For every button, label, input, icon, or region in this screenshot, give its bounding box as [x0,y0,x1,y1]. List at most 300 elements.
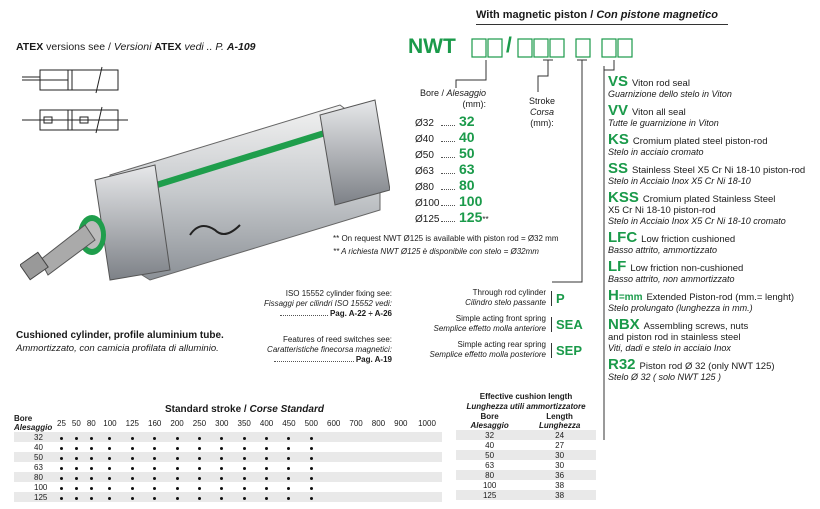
stroke-dot [75,477,78,480]
stroke-cell [345,492,367,502]
option-en: Cromium plated Stainless Steel [642,194,776,205]
stroke-cell [69,442,84,452]
bore-row-leader [441,125,455,126]
stroke-cell [300,492,322,502]
option-row [608,102,818,129]
stroke-header-cell: 600 [327,418,341,428]
stroke-cell [323,462,345,472]
stroke-cell [412,492,442,502]
cushion-header-len [523,412,596,430]
stroke-header-cell: 1000 [418,418,436,428]
option-line [608,131,818,148]
cushion-header-bore [456,412,523,430]
bore-row-value: 125 [459,209,483,225]
stroke-dot [265,487,268,490]
stroke-cell [278,452,300,462]
option-row [608,73,818,100]
atex-versioni: Versioni [113,41,155,53]
stroke-dot [75,467,78,470]
type-it: Semplice effetto molla posteriore [429,350,546,359]
bore-row-value: 32 [459,113,475,129]
bore-row-label: Ø100 [415,198,440,209]
stroke-header-cell: 300 [215,418,229,428]
stroke-cell [54,482,69,492]
stroke-cell [99,492,121,502]
option-line [608,229,818,246]
stroke-dot [198,477,201,480]
stroke-cell [367,442,389,452]
stroke-dot [131,467,134,470]
stroke-row [14,472,442,482]
stroke-cell [99,442,121,452]
cushion-row [456,480,596,490]
stroke-cell [233,462,255,472]
option-it: Stelo in Acciaio Inox X5 Cr Ni 18-10 [608,176,751,186]
stroke-cell [367,492,389,502]
stroke-dot [265,437,268,440]
stroke-row [14,462,442,472]
option-en: Low friction non-cushioned [630,263,744,274]
stroke-cell [188,432,210,442]
stroke-dot [60,457,63,460]
stroke-cell [121,482,143,492]
option-en: Assembling screws, nuts [643,321,749,332]
stroke-header-cell: 50 [71,418,81,428]
stroke-cell [412,432,442,442]
bore-title: Bore / Alesaggio (mm): [406,88,486,110]
stroke-dot [243,487,246,490]
stroke-dot [131,437,134,440]
option-code: H [608,287,619,304]
option-row [608,131,818,158]
magnetic-it: Con pistone magnetico [596,9,718,21]
stroke-cell [345,452,367,462]
stroke-dot [108,487,111,490]
bore-list [415,113,495,225]
stroke-dot [310,457,313,460]
option-row [608,160,818,187]
stroke-dot [153,467,156,470]
desc-it: Ammortizzato, con camicia profilata di alluminio. [16,343,219,354]
cushion-bore: 100 [482,480,497,490]
option-code: VV [608,102,629,119]
bore-row-suffix: ** [482,215,489,224]
bore-row [415,113,495,129]
stroke-cell [211,432,233,442]
cushion-len: 24 [523,430,596,440]
stroke-header-row [14,414,442,432]
note-en: ** On request NWT Ø125 is available with piston rod = Ø32 mm [333,234,559,243]
option-it: Viti, dadi e stelo in acciaio Inox [608,343,731,353]
stroke-cell [144,482,166,492]
option-code: LFC [608,229,638,246]
option-row [608,356,818,383]
option-row [608,287,818,314]
stroke-dot [131,447,134,450]
option-row [608,189,818,227]
stroke-dot [198,447,201,450]
option-line [608,287,818,304]
stroke-dot [220,467,223,470]
bore-row [415,161,495,177]
stroke-cell [166,472,188,482]
stroke-dot [75,457,78,460]
stroke-cell [188,462,210,472]
bore-row-leader [441,189,455,190]
option-row [608,316,818,354]
stroke-dot [220,487,223,490]
stroke-dot [310,477,313,480]
stroke-cell [144,432,166,442]
stroke-label-unit: (mm): [530,118,554,128]
stroke-dot [176,497,179,500]
stroke-cell [300,452,322,462]
stroke-cell [345,472,367,482]
option-line [608,356,818,373]
type-en: Through rod cylinder [472,288,546,297]
stroke-cell [300,442,322,452]
reed-block [230,335,392,365]
type-row [405,337,590,363]
stroke-cell [323,432,345,442]
reed-page: Pag. A-19 [355,355,392,364]
stroke-dot [176,477,179,480]
stroke-cell [323,492,345,502]
option-en: Viton all seal [632,107,686,118]
stroke-row [14,432,442,442]
cushion-row [456,440,596,450]
stroke-cell [166,432,188,442]
cushion-bore: 40 [485,440,495,450]
bore-row [415,129,495,145]
bore-row-leader [441,157,455,158]
stroke-dot [75,437,78,440]
stroke-row [14,482,442,492]
stroke-dot [220,497,223,500]
stroke-cell [278,472,300,482]
stroke-header-cell: 200 [170,418,184,428]
stroke-cell [255,492,277,502]
stroke-cell [300,472,322,482]
note-it: ** A richiesta NWT Ø125 è disponibile con stelo = Ø32mm [333,247,539,256]
stroke-cell [412,472,442,482]
option-code: KS [608,131,629,148]
stroke-dot [287,467,290,470]
stroke-cell [54,462,69,472]
stroke-cell [121,462,143,472]
option-line [608,316,818,333]
stroke-cell [345,462,367,472]
stroke-cell [144,452,166,462]
stroke-dot [75,497,78,500]
stroke-dot [310,437,313,440]
stroke-header-cell: 80 [86,418,96,428]
stroke-cell [166,482,188,492]
stroke-row-bore: 40 [34,442,43,452]
stroke-header-cell: 350 [237,418,251,428]
stroke-dot [176,457,179,460]
stroke-dot [243,477,246,480]
cushion-row [456,430,596,440]
cushion-row [456,490,596,500]
atex-word: ATEX [16,41,44,53]
reed-it: Caratteristiche finecorsa magnetici: [267,345,392,354]
option-en: Extended Piston-rod (mm.= lenght) [646,292,795,303]
stroke-cell [144,442,166,452]
stroke-cell [99,472,121,482]
option-code: LF [608,258,627,275]
stroke-row-bore: 125 [14,492,54,502]
stroke-dot [108,447,111,450]
stroke-cell [121,492,143,502]
stroke-title-en: Standard stroke [165,404,242,415]
bore-title-en: Bore [419,88,439,98]
option-code: R32 [608,356,636,373]
stroke-cell [367,472,389,482]
option-en: Piston rod Ø 32 (only NWT 125) [639,361,775,372]
stroke-cell [390,482,412,492]
stroke-cell [390,452,412,462]
option-line [608,73,818,90]
type-code: SEA [551,317,590,332]
code-prefix: NWT [408,35,456,58]
stroke-cell [412,482,442,492]
stroke-cell [188,472,210,482]
cushion-header-row [456,412,596,430]
stroke-dot [60,467,63,470]
stroke-label-it: Corsa [529,107,554,117]
stroke-cell [166,452,188,462]
option-it: Stelo in acciaio cromato [608,147,704,157]
stroke-cell [54,442,69,452]
stroke-cell [121,442,143,452]
stroke-cell [323,442,345,452]
cushion-bore: 32 [456,430,523,440]
cushion-bore: 63 [485,460,495,470]
cushion-title-it: Lunghezza utili ammortizzatore [466,402,586,411]
stroke-title-sep: / [241,404,250,415]
bore-row-value: 80 [459,177,475,193]
stroke-cell [121,472,143,482]
cushion-title [456,392,596,412]
stroke-row-bore: 80 [14,472,54,482]
option-en: Stainless Steel X5 Cr Ni 18-10 piston-rod [632,165,806,176]
stroke-cell [69,472,84,482]
option-it: Stelo Ø 32 ( solo NWT 125 ) [608,372,722,382]
cushion-bore: 50 [456,450,523,460]
stroke-header-cell: 450 [282,418,296,428]
stroke-dot [287,477,290,480]
stroke-dot [220,447,223,450]
bore-row-leader [441,173,455,174]
stroke-dot [287,447,290,450]
stroke-dot [310,447,313,450]
atex-versions: versions see / [43,41,114,53]
stroke-cell [188,442,210,452]
atex-page: A-109 [226,41,256,53]
stroke-dot [265,467,268,470]
stroke-dot [108,437,111,440]
stroke-dot [108,477,111,480]
stroke-cell [345,482,367,492]
option-line [608,160,818,177]
stroke-cell [99,462,121,472]
stroke-dot [243,437,246,440]
stroke-dot [310,487,313,490]
stroke-cell [390,472,412,482]
stroke-dot [243,467,246,470]
stroke-cell [323,472,345,482]
stroke-row [14,492,442,502]
stroke-header-cell: 160 [148,418,162,428]
stroke-cell [69,452,84,462]
stroke-dot [198,487,201,490]
stroke-cell [278,442,300,452]
stroke-header-cell: 125 [125,418,139,428]
stroke-cell [99,452,121,462]
stroke-cell [166,462,188,472]
type-text [430,340,547,360]
stroke-dot [243,457,246,460]
stroke-header-cell: 100 [103,418,117,428]
type-code: SEP [551,343,590,358]
stroke-dot [198,467,201,470]
option-list [608,73,818,388]
stroke-cell [211,452,233,462]
stroke-cell [255,442,277,452]
stroke-cell [255,462,277,472]
type-code: P [551,291,590,306]
atex-word-it: ATEX [154,41,182,53]
stroke-cell [255,432,277,442]
stroke-cell [144,492,166,502]
stroke-header-cell: 250 [192,418,207,428]
stroke-row-bore: 32 [14,432,54,442]
fixing-en: ISO 15552 cylinder fixing see: [285,289,392,298]
type-it: Semplice effetto molla anteriore [433,324,546,333]
stroke-dot [153,457,156,460]
stroke-cell [345,432,367,442]
cushion-row [456,460,596,470]
desc-en: Cushioned cylinder, profile aluminium tube. [16,330,224,341]
option-line [608,102,818,119]
stroke-cell [166,492,188,502]
stroke-cell [69,482,84,492]
bore-row [415,209,495,225]
stroke-row [14,442,442,452]
stroke-title-it: Corse Standard [249,404,324,415]
bore-row-value: 50 [459,145,475,161]
stroke-dot [75,447,78,450]
type-list [405,285,590,363]
stroke-cell [84,452,99,462]
stroke-cell [233,452,255,462]
cushion-header-bore-it: Alesaggio [470,421,509,430]
option-en: Viton rod seal [632,78,690,89]
fixing-page: Pag. A-22 ÷ A-26 [329,309,392,318]
stroke-dot [153,437,156,440]
stroke-dot [90,497,93,500]
stroke-cell [54,452,69,462]
stroke-header-cell: 900 [394,418,408,428]
stroke-dot [60,437,63,440]
stroke-dot [153,477,156,480]
stroke-dot [287,497,290,500]
option-row [608,229,818,256]
stroke-dot [265,447,268,450]
stroke-cell [412,452,442,462]
option-en: Low friction cushioned [641,234,736,245]
stroke-cell [69,432,84,442]
stroke-cell [84,472,99,482]
stroke-cell [233,492,255,502]
stroke-dot [90,467,93,470]
option-code: KSS [608,189,639,206]
option-en2: X5 Cr Ni 18-10 piston-rod [608,205,716,216]
type-en: Simple acting rear spring [457,340,546,349]
option-code-suffix: =mm [618,292,643,303]
stroke-dot [90,477,93,480]
stroke-cell [390,492,412,502]
option-it: Guarnizione dello stelo in Viton [608,89,732,99]
stroke-cell [255,452,277,462]
stroke-header-bore-it: Alesaggio [14,423,53,432]
stroke-cell [278,462,300,472]
stroke-dot [176,437,179,440]
bore-row-label: Ø125 [415,214,440,225]
stroke-dot [220,477,223,480]
stroke-cell [233,432,255,442]
stroke-cell [300,462,322,472]
stroke-dot [153,447,156,450]
bore-row [415,145,495,161]
stroke-cell [211,472,233,482]
stroke-dot [265,497,268,500]
reed-en: Features of reed switches see: [283,335,392,344]
stroke-dot [153,487,156,490]
stroke-dot [176,467,179,470]
atex-vedi: vedi .. P. [181,41,227,53]
cushion-header-len-en: Length [546,412,573,421]
bore-row-label: Ø80 [415,182,434,193]
stroke-cell [323,482,345,492]
stroke-cell [69,462,84,472]
stroke-dot [310,497,313,500]
stroke-cell [99,482,121,492]
stroke-cell [84,462,99,472]
stroke-header-cell: 25 [57,418,66,428]
fixing-leader [280,315,328,316]
stroke-dot [90,447,93,450]
option-code: NBX [608,316,640,333]
bore-row-leader [441,221,455,222]
stroke-dot [60,487,63,490]
type-row [405,285,590,311]
stroke-header-bore-en: Bore [14,414,33,423]
stroke-cell [211,492,233,502]
bore-row-label: Ø32 [415,118,434,129]
stroke-dot [60,447,63,450]
stroke-cell [144,472,166,482]
stroke-dot [243,497,246,500]
stroke-header-bore [14,414,54,432]
stroke-cell [390,442,412,452]
stroke-cell [84,442,99,452]
stroke-cell [390,462,412,472]
fixing-block [230,289,392,319]
type-row [405,311,590,337]
stroke-row-bore: 100 [34,482,48,492]
